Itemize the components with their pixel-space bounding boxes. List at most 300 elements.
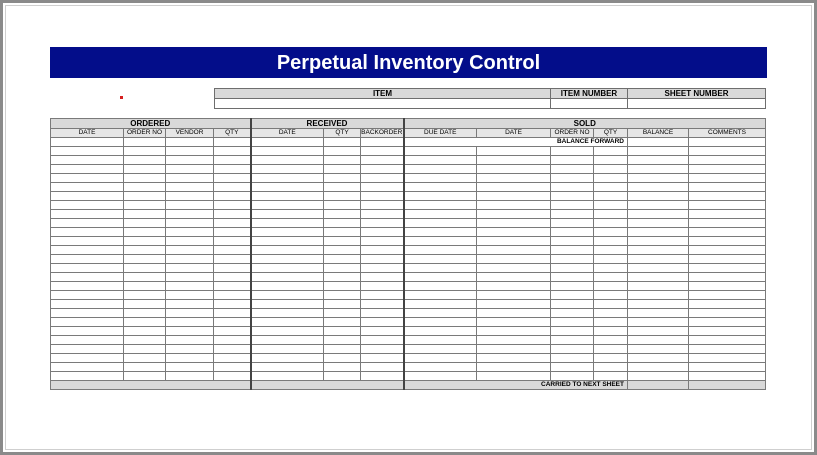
table-cell[interactable] [628, 282, 689, 291]
table-cell[interactable] [324, 327, 361, 336]
table-cell[interactable] [689, 219, 766, 228]
table-cell[interactable] [361, 246, 404, 255]
table-cell[interactable] [477, 300, 551, 309]
balance-forward-value[interactable] [628, 138, 689, 147]
table-cell[interactable] [166, 237, 214, 246]
table-cell[interactable] [166, 174, 214, 183]
table-cell[interactable] [689, 147, 766, 156]
table-cell[interactable] [361, 363, 404, 372]
table-cell[interactable] [689, 237, 766, 246]
table-cell[interactable] [477, 309, 551, 318]
table-cell[interactable] [689, 246, 766, 255]
table-cell[interactable] [51, 237, 124, 246]
table-cell[interactable] [594, 255, 628, 264]
table-cell[interactable] [166, 336, 214, 345]
table-cell[interactable] [628, 354, 689, 363]
table-cell[interactable] [404, 345, 477, 354]
table-cell[interactable] [324, 354, 361, 363]
table-cell[interactable] [124, 345, 166, 354]
table-cell[interactable] [689, 210, 766, 219]
table-cell[interactable] [166, 273, 214, 282]
table-cell[interactable] [324, 372, 361, 381]
table-cell[interactable] [124, 327, 166, 336]
table-cell[interactable] [689, 282, 766, 291]
table-cell[interactable] [361, 372, 404, 381]
table-cell[interactable] [324, 228, 361, 237]
table-cell[interactable] [404, 372, 477, 381]
table-cell[interactable] [689, 201, 766, 210]
table-cell[interactable] [628, 192, 689, 201]
table-cell[interactable] [551, 219, 594, 228]
table-cell[interactable] [251, 273, 324, 282]
table-cell[interactable] [214, 219, 251, 228]
table-cell[interactable] [404, 237, 477, 246]
table-cell[interactable] [324, 309, 361, 318]
table-cell[interactable] [361, 300, 404, 309]
table-cell[interactable] [594, 192, 628, 201]
table-cell[interactable] [404, 192, 477, 201]
table-cell[interactable] [324, 336, 361, 345]
table-cell[interactable] [551, 345, 594, 354]
table-cell[interactable] [324, 291, 361, 300]
table-cell[interactable] [214, 354, 251, 363]
table-cell[interactable] [124, 201, 166, 210]
table-cell[interactable] [689, 291, 766, 300]
table-cell[interactable] [551, 165, 594, 174]
table-cell[interactable] [689, 318, 766, 327]
table-cell[interactable] [551, 183, 594, 192]
table-cell[interactable] [477, 372, 551, 381]
table-cell[interactable] [477, 183, 551, 192]
table-cell[interactable] [214, 147, 251, 156]
table-cell[interactable] [594, 336, 628, 345]
table-cell[interactable] [628, 246, 689, 255]
table-cell[interactable] [214, 345, 251, 354]
table-cell[interactable] [214, 156, 251, 165]
table-cell[interactable] [251, 219, 324, 228]
table-cell[interactable] [689, 264, 766, 273]
table-cell[interactable] [628, 201, 689, 210]
table-cell[interactable] [361, 318, 404, 327]
table-cell[interactable] [594, 363, 628, 372]
table-cell[interactable] [551, 201, 594, 210]
table-cell[interactable] [324, 237, 361, 246]
table-cell[interactable] [689, 363, 766, 372]
table-cell[interactable] [251, 345, 324, 354]
table-cell[interactable] [251, 183, 324, 192]
table-cell[interactable] [251, 147, 324, 156]
table-cell[interactable] [51, 147, 124, 156]
table-cell[interactable] [214, 210, 251, 219]
table-cell[interactable] [594, 165, 628, 174]
table-cell[interactable] [594, 282, 628, 291]
table-cell[interactable] [594, 219, 628, 228]
table-cell[interactable] [251, 228, 324, 237]
table-cell[interactable] [477, 255, 551, 264]
table-cell[interactable] [404, 174, 477, 183]
table-cell[interactable] [251, 327, 324, 336]
table-cell[interactable] [477, 345, 551, 354]
table-cell[interactable] [628, 237, 689, 246]
table-cell[interactable] [628, 210, 689, 219]
table-cell[interactable] [628, 327, 689, 336]
table-cell[interactable] [477, 327, 551, 336]
table-cell[interactable] [594, 156, 628, 165]
table-cell[interactable] [124, 255, 166, 264]
table-cell[interactable] [404, 246, 477, 255]
table-cell[interactable] [477, 156, 551, 165]
table-cell[interactable] [214, 246, 251, 255]
table-cell[interactable] [361, 237, 404, 246]
table-cell[interactable] [124, 354, 166, 363]
table-cell[interactable] [689, 174, 766, 183]
table-cell[interactable] [166, 228, 214, 237]
table-cell[interactable] [594, 273, 628, 282]
table-cell[interactable] [361, 354, 404, 363]
table-cell[interactable] [166, 327, 214, 336]
table-cell[interactable] [214, 327, 251, 336]
table-cell[interactable] [551, 273, 594, 282]
table-cell[interactable] [404, 291, 477, 300]
table-cell[interactable] [477, 336, 551, 345]
table-cell[interactable] [251, 246, 324, 255]
table-cell[interactable] [166, 138, 214, 147]
table-cell[interactable] [404, 255, 477, 264]
table-cell[interactable] [404, 354, 477, 363]
table-cell[interactable] [214, 192, 251, 201]
table-cell[interactable] [51, 282, 124, 291]
table-cell[interactable] [251, 372, 324, 381]
table-cell[interactable] [551, 354, 594, 363]
table-cell[interactable] [166, 345, 214, 354]
table-cell[interactable] [166, 363, 214, 372]
table-cell[interactable] [689, 345, 766, 354]
table-cell[interactable] [551, 210, 594, 219]
table-cell[interactable] [551, 147, 594, 156]
table-cell[interactable] [214, 201, 251, 210]
table-cell[interactable] [689, 165, 766, 174]
table-cell[interactable] [594, 300, 628, 309]
table-cell[interactable] [477, 246, 551, 255]
table-cell[interactable] [361, 165, 404, 174]
table-cell[interactable] [594, 291, 628, 300]
table-cell[interactable] [361, 309, 404, 318]
table-cell[interactable] [51, 210, 124, 219]
table-cell[interactable] [551, 246, 594, 255]
table-cell[interactable] [214, 300, 251, 309]
table-cell[interactable] [477, 165, 551, 174]
table-cell[interactable] [404, 183, 477, 192]
table-cell[interactable] [477, 273, 551, 282]
table-cell[interactable] [594, 228, 628, 237]
table-cell[interactable] [251, 237, 324, 246]
table-cell[interactable] [628, 174, 689, 183]
table-cell[interactable] [51, 318, 124, 327]
table-cell[interactable] [124, 336, 166, 345]
table-cell[interactable] [124, 372, 166, 381]
table-cell[interactable] [361, 255, 404, 264]
table-cell[interactable] [628, 165, 689, 174]
table-cell[interactable] [361, 327, 404, 336]
table-cell[interactable] [628, 363, 689, 372]
table-cell[interactable] [51, 336, 124, 345]
table-cell[interactable] [324, 363, 361, 372]
table-cell[interactable] [324, 192, 361, 201]
table-cell[interactable] [214, 237, 251, 246]
table-cell[interactable] [251, 300, 324, 309]
table-cell[interactable] [124, 291, 166, 300]
table-cell[interactable] [51, 219, 124, 228]
table-cell[interactable] [51, 183, 124, 192]
table-cell[interactable] [166, 309, 214, 318]
table-cell[interactable] [551, 255, 594, 264]
table-cell[interactable] [477, 363, 551, 372]
table-cell[interactable] [689, 354, 766, 363]
table-cell[interactable] [361, 174, 404, 183]
carried-balance[interactable] [628, 381, 689, 390]
table-cell[interactable] [51, 309, 124, 318]
table-cell[interactable] [214, 183, 251, 192]
table-cell[interactable] [361, 156, 404, 165]
table-cell[interactable] [628, 147, 689, 156]
table-cell[interactable] [251, 264, 324, 273]
table-cell[interactable] [689, 372, 766, 381]
table-cell[interactable] [551, 156, 594, 165]
table-cell[interactable] [124, 273, 166, 282]
table-cell[interactable] [166, 255, 214, 264]
table-cell[interactable] [51, 156, 124, 165]
table-cell[interactable] [166, 210, 214, 219]
table-cell[interactable] [689, 138, 766, 147]
table-cell[interactable] [251, 174, 324, 183]
table-cell[interactable] [166, 219, 214, 228]
table-cell[interactable] [214, 174, 251, 183]
table-cell[interactable] [166, 192, 214, 201]
table-cell[interactable] [324, 300, 361, 309]
table-cell[interactable] [551, 318, 594, 327]
table-cell[interactable] [124, 309, 166, 318]
table-cell[interactable] [214, 228, 251, 237]
table-cell[interactable] [551, 300, 594, 309]
table-cell[interactable] [594, 345, 628, 354]
table-cell[interactable] [251, 309, 324, 318]
table-cell[interactable] [324, 246, 361, 255]
table-cell[interactable] [477, 219, 551, 228]
table-cell[interactable] [124, 192, 166, 201]
table-cell[interactable] [324, 255, 361, 264]
table-cell[interactable] [214, 291, 251, 300]
table-cell[interactable] [477, 228, 551, 237]
table-cell[interactable] [166, 201, 214, 210]
table-cell[interactable] [214, 318, 251, 327]
table-cell[interactable] [324, 165, 361, 174]
table-cell[interactable] [214, 165, 251, 174]
table-cell[interactable] [166, 318, 214, 327]
table-cell[interactable] [477, 147, 551, 156]
table-cell[interactable] [628, 372, 689, 381]
table-cell[interactable] [594, 147, 628, 156]
table-cell[interactable] [251, 165, 324, 174]
table-cell[interactable] [324, 273, 361, 282]
table-cell[interactable] [689, 336, 766, 345]
table-cell[interactable] [551, 327, 594, 336]
table-cell[interactable] [361, 210, 404, 219]
table-cell[interactable] [51, 264, 124, 273]
table-cell[interactable] [124, 282, 166, 291]
table-cell[interactable] [214, 282, 251, 291]
table-cell[interactable] [51, 228, 124, 237]
table-cell[interactable] [51, 255, 124, 264]
table-cell[interactable] [324, 219, 361, 228]
table-cell[interactable] [324, 318, 361, 327]
table-cell[interactable] [166, 291, 214, 300]
table-cell[interactable] [404, 264, 477, 273]
table-cell[interactable] [124, 210, 166, 219]
table-cell[interactable] [689, 300, 766, 309]
table-cell[interactable] [404, 309, 477, 318]
table-cell[interactable] [214, 255, 251, 264]
table-cell[interactable] [477, 264, 551, 273]
table-cell[interactable] [251, 156, 324, 165]
table-cell[interactable] [404, 228, 477, 237]
table-cell[interactable] [214, 336, 251, 345]
table-cell[interactable] [477, 174, 551, 183]
table-cell[interactable] [166, 372, 214, 381]
table-cell[interactable] [361, 345, 404, 354]
table-cell[interactable] [361, 147, 404, 156]
table-cell[interactable] [594, 174, 628, 183]
table-cell[interactable] [324, 183, 361, 192]
table-cell[interactable] [551, 237, 594, 246]
table-cell[interactable] [166, 282, 214, 291]
table-cell[interactable] [124, 165, 166, 174]
table-cell[interactable] [361, 273, 404, 282]
table-cell[interactable] [594, 309, 628, 318]
table-cell[interactable] [124, 138, 166, 147]
table-cell[interactable] [124, 228, 166, 237]
table-cell[interactable] [214, 309, 251, 318]
table-cell[interactable] [689, 273, 766, 282]
table-cell[interactable] [594, 372, 628, 381]
table-cell[interactable] [51, 372, 124, 381]
table-cell[interactable] [51, 192, 124, 201]
table-cell[interactable] [166, 300, 214, 309]
table-cell[interactable] [628, 300, 689, 309]
table-cell[interactable] [551, 372, 594, 381]
table-cell[interactable] [404, 318, 477, 327]
table-cell[interactable] [477, 318, 551, 327]
table-cell[interactable] [551, 228, 594, 237]
table-cell[interactable] [594, 318, 628, 327]
table-cell[interactable] [324, 138, 361, 147]
table-cell[interactable] [166, 183, 214, 192]
table-cell[interactable] [594, 264, 628, 273]
table-cell[interactable] [124, 183, 166, 192]
table-cell[interactable] [324, 156, 361, 165]
item-number-field[interactable] [551, 99, 628, 109]
table-cell[interactable] [166, 354, 214, 363]
table-cell[interactable] [628, 228, 689, 237]
table-cell[interactable] [404, 219, 477, 228]
sheet-number-field[interactable] [628, 99, 766, 109]
table-cell[interactable] [166, 147, 214, 156]
table-cell[interactable] [551, 336, 594, 345]
table-cell[interactable] [628, 219, 689, 228]
table-cell[interactable] [214, 273, 251, 282]
table-cell[interactable] [124, 237, 166, 246]
table-cell[interactable] [551, 192, 594, 201]
table-cell[interactable] [404, 327, 477, 336]
table-cell[interactable] [551, 282, 594, 291]
item-field[interactable] [215, 99, 551, 109]
table-cell[interactable] [628, 156, 689, 165]
table-cell[interactable] [324, 264, 361, 273]
table-cell[interactable] [124, 246, 166, 255]
table-cell[interactable] [214, 138, 251, 147]
table-cell[interactable] [477, 291, 551, 300]
table-cell[interactable] [594, 354, 628, 363]
table-cell[interactable] [214, 363, 251, 372]
table-cell[interactable] [51, 246, 124, 255]
table-cell[interactable] [594, 237, 628, 246]
table-cell[interactable] [551, 309, 594, 318]
table-cell[interactable] [477, 201, 551, 210]
table-cell[interactable] [51, 300, 124, 309]
table-cell[interactable] [594, 327, 628, 336]
table-cell[interactable] [51, 363, 124, 372]
table-cell[interactable] [628, 309, 689, 318]
table-cell[interactable] [628, 345, 689, 354]
table-cell[interactable] [51, 345, 124, 354]
table-cell[interactable] [251, 138, 324, 147]
table-cell[interactable] [251, 282, 324, 291]
table-cell[interactable] [51, 138, 124, 147]
table-cell[interactable] [628, 183, 689, 192]
table-cell[interactable] [51, 354, 124, 363]
table-cell[interactable] [361, 219, 404, 228]
table-cell[interactable] [251, 210, 324, 219]
table-cell[interactable] [124, 318, 166, 327]
table-cell[interactable] [324, 174, 361, 183]
table-cell[interactable] [689, 309, 766, 318]
table-cell[interactable] [628, 291, 689, 300]
table-cell[interactable] [51, 291, 124, 300]
table-cell[interactable] [361, 183, 404, 192]
table-cell[interactable] [404, 282, 477, 291]
table-cell[interactable] [477, 282, 551, 291]
table-cell[interactable] [594, 183, 628, 192]
table-cell[interactable] [361, 138, 404, 147]
table-cell[interactable] [51, 327, 124, 336]
table-cell[interactable] [689, 156, 766, 165]
table-cell[interactable] [324, 210, 361, 219]
table-cell[interactable] [689, 255, 766, 264]
table-cell[interactable] [361, 264, 404, 273]
table-cell[interactable] [324, 147, 361, 156]
table-cell[interactable] [594, 201, 628, 210]
table-cell[interactable] [251, 336, 324, 345]
table-cell[interactable] [404, 210, 477, 219]
table-cell[interactable] [124, 363, 166, 372]
table-cell[interactable] [324, 282, 361, 291]
table-cell[interactable] [124, 300, 166, 309]
table-cell[interactable] [689, 327, 766, 336]
table-cell[interactable] [628, 264, 689, 273]
table-cell[interactable] [124, 156, 166, 165]
table-cell[interactable] [124, 219, 166, 228]
table-cell[interactable] [551, 174, 594, 183]
table-cell[interactable] [214, 264, 251, 273]
